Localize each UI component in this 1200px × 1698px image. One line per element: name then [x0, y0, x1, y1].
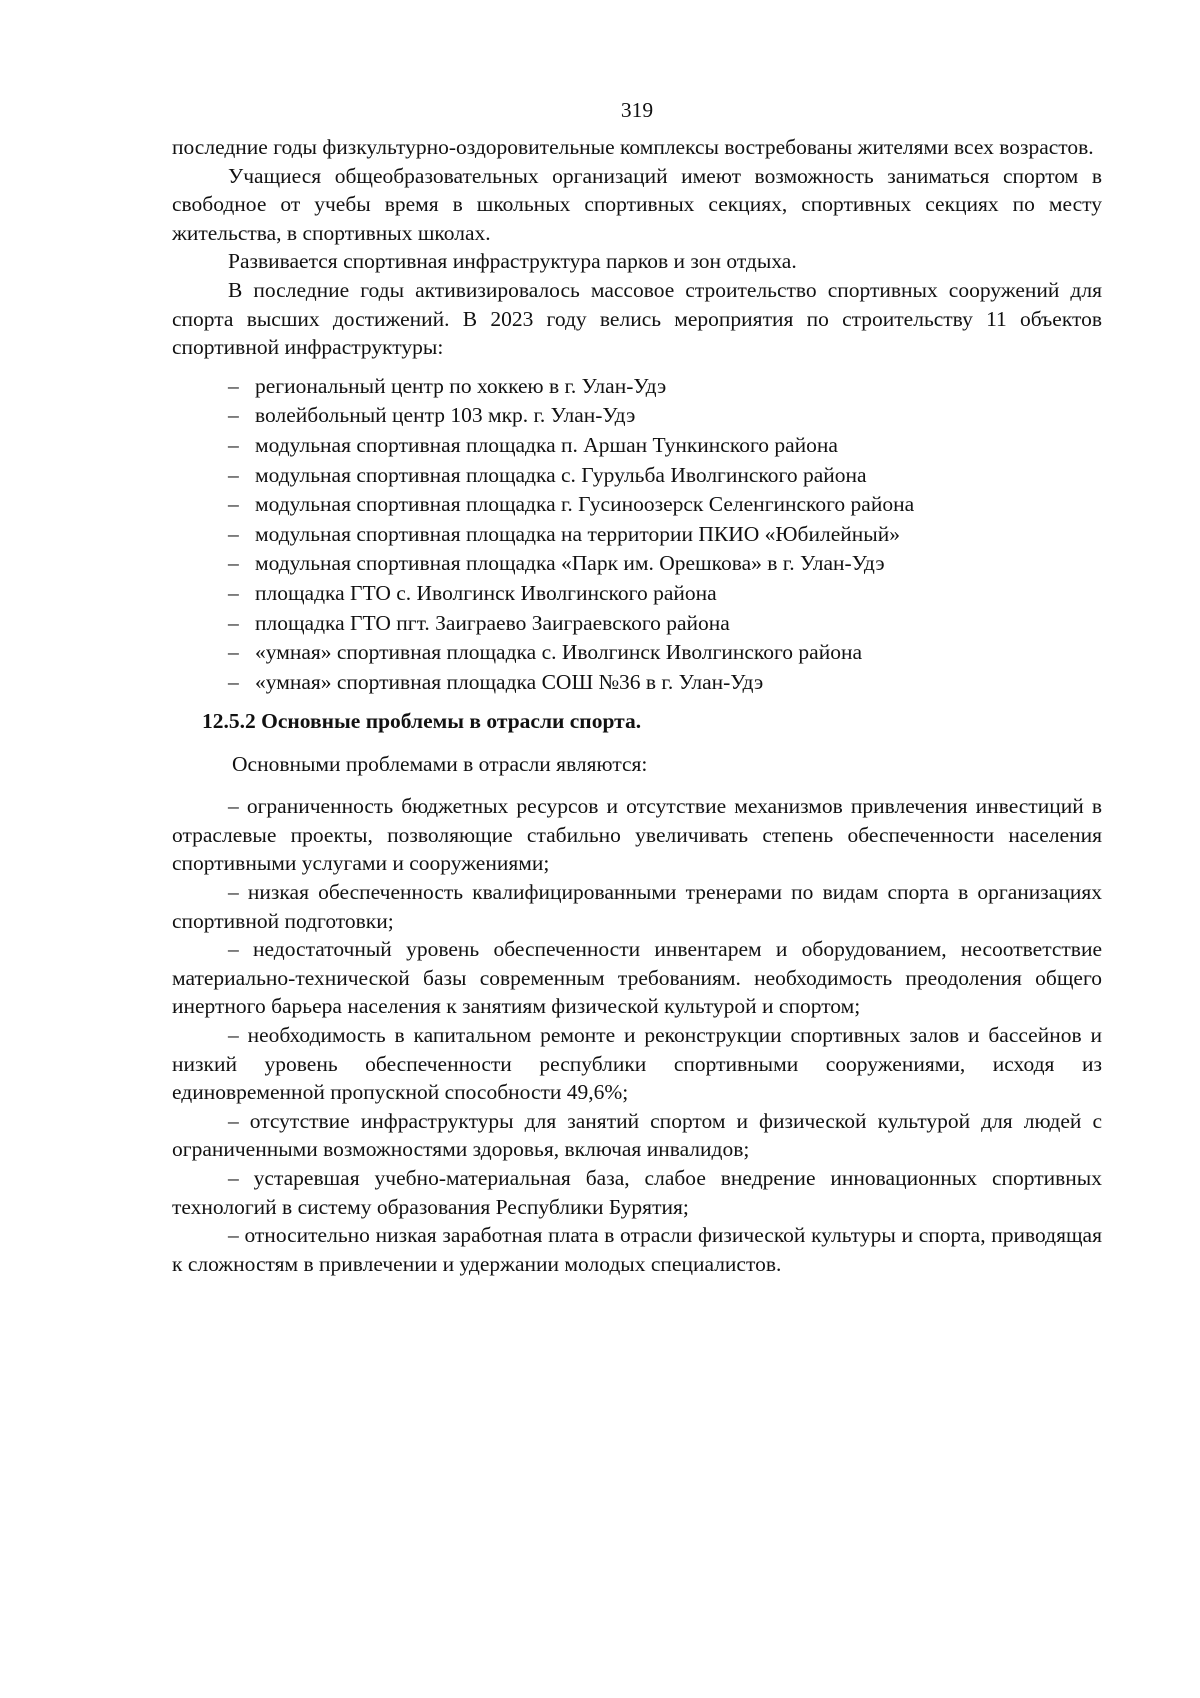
list-dash: –	[228, 521, 239, 546]
list-item	[172, 520, 1102, 550]
problem-item: – недостаточный уровень обеспеченности инвентарем и оборудованием, несоответствие материально-технической базы современным требованиям. необходимость преодоления общего инертного барьера населения к занятиям физической культурой и спортом;	[172, 937, 1102, 1019]
list-dash: –	[228, 373, 239, 398]
list-item-text: модульная спортивная площадка г. Гусиноозерск Селенгинского района	[255, 492, 915, 517]
list-dash: –	[228, 432, 239, 457]
list-dash: –	[228, 551, 239, 576]
list-item-text: модульная спортивная площадка п. Аршан Тункинского района	[255, 432, 838, 457]
list-dash: –	[228, 462, 239, 487]
list-dash: –	[228, 640, 239, 665]
page-number: 319	[620, 98, 654, 122]
list-item-text: модульная спортивная площадка «Парк им. Орешкова» в г. Улан-Удэ	[255, 551, 885, 576]
paragraph-continuation: последние годы физкультурно-оздоровительные комплексы востребованы жителями всех возрастов.	[172, 135, 1094, 159]
problems-list	[172, 792, 1102, 1278]
list-dash: –	[228, 492, 239, 517]
list-item-text: региональный центр по хоккею в г. Улан-Удэ	[255, 373, 667, 398]
list-item-text: площадка ГТО пгт. Заиграево Заиграевского района	[255, 610, 730, 635]
list-item	[172, 609, 1102, 639]
list-dash: –	[228, 580, 239, 605]
paragraph-students: Учащиеся общеобразовательных организаций имеют возможность заниматься спортом в свободное от учебы время в школьных спортивных секциях, спортивных секциях по месту жительства, в спортивных школах.	[172, 163, 1102, 245]
list-dash: –	[228, 669, 239, 694]
list-dash: –	[228, 403, 239, 428]
list-item	[172, 668, 1102, 698]
paragraph-construction: В последние годы активизировалось массовое строительство спортивных сооружений для спорта высших достижений. В 2023 году велись мероприятия по строительству 11 объектов спортивной инфраструктуры:	[172, 277, 1102, 360]
list-item-text: модульная спортивная площадка с. Гурульба Иволгинского района	[255, 462, 867, 487]
list-item	[172, 638, 1102, 668]
list-item-text: «умная» спортивная площадка СОШ №36 в г. Улан-Удэ	[255, 669, 764, 694]
list-item	[172, 490, 1102, 520]
problem-item: – отсутствие инфраструктуры для занятий спортом и физической культурой для людей с ограниченными возможностями здоровья, включая инвалидов;	[172, 1108, 1102, 1162]
problem-item: – ограниченность бюджетных ресурсов и отсутствие механизмов привлечения инвестиций в отраслевые проекты, позволяющие стабильно увеличивать степень обеспеченности населения спортивными услугами и сооружениями;	[172, 794, 1102, 876]
problem-item: – устаревшая учебно-материальная база, слабое внедрение инновационных спортивных технологий в систему образования Республики Бурятия;	[172, 1166, 1102, 1219]
problem-item: – низкая обеспеченность квалифицированными тренерами по видам спорта в организациях спортивной подготовки;	[172, 880, 1102, 933]
list-item-text: модульная спортивная площадка на территории ПКИО «Юбилейный»	[255, 521, 900, 546]
paragraph-parks: Развивается спортивная инфраструктура парков и зон отдыха.	[228, 249, 797, 274]
problem-item: – относительно низкая заработная плата в отрасли физической культуры и спорта, приводящая к сложностям в привлечении и удержании молодых специалистов.	[172, 1223, 1102, 1276]
list-item	[172, 401, 1102, 431]
list-item-text: волейбольный центр 103 мкр. г. Улан-Удэ	[255, 403, 636, 428]
list-item	[172, 579, 1102, 609]
problems-intro: Основными проблемами в отрасли являются:	[232, 752, 648, 777]
list-item-text: «умная» спортивная площадка с. Иволгинск Иволгинского района	[255, 640, 862, 665]
list-item	[172, 372, 1102, 402]
list-item	[172, 549, 1102, 579]
list-item	[172, 431, 1102, 461]
list-item	[172, 461, 1102, 491]
document-page	[172, 96, 1102, 1278]
section-heading: 12.5.2 Основные проблемы в отрасли спорта.	[202, 709, 642, 734]
list-dash: –	[228, 610, 239, 635]
problem-item: – необходимость в капитальном ремонте и реконструкции спортивных залов и бассейнов и низкий уровень обеспеченности республики спортивными сооружениями, исходя из единовременной пропускной способности 49,6%;	[172, 1023, 1102, 1105]
facilities-list	[172, 372, 1102, 698]
list-item-text: площадка ГТО с. Иволгинск Иволгинского района	[255, 580, 717, 605]
